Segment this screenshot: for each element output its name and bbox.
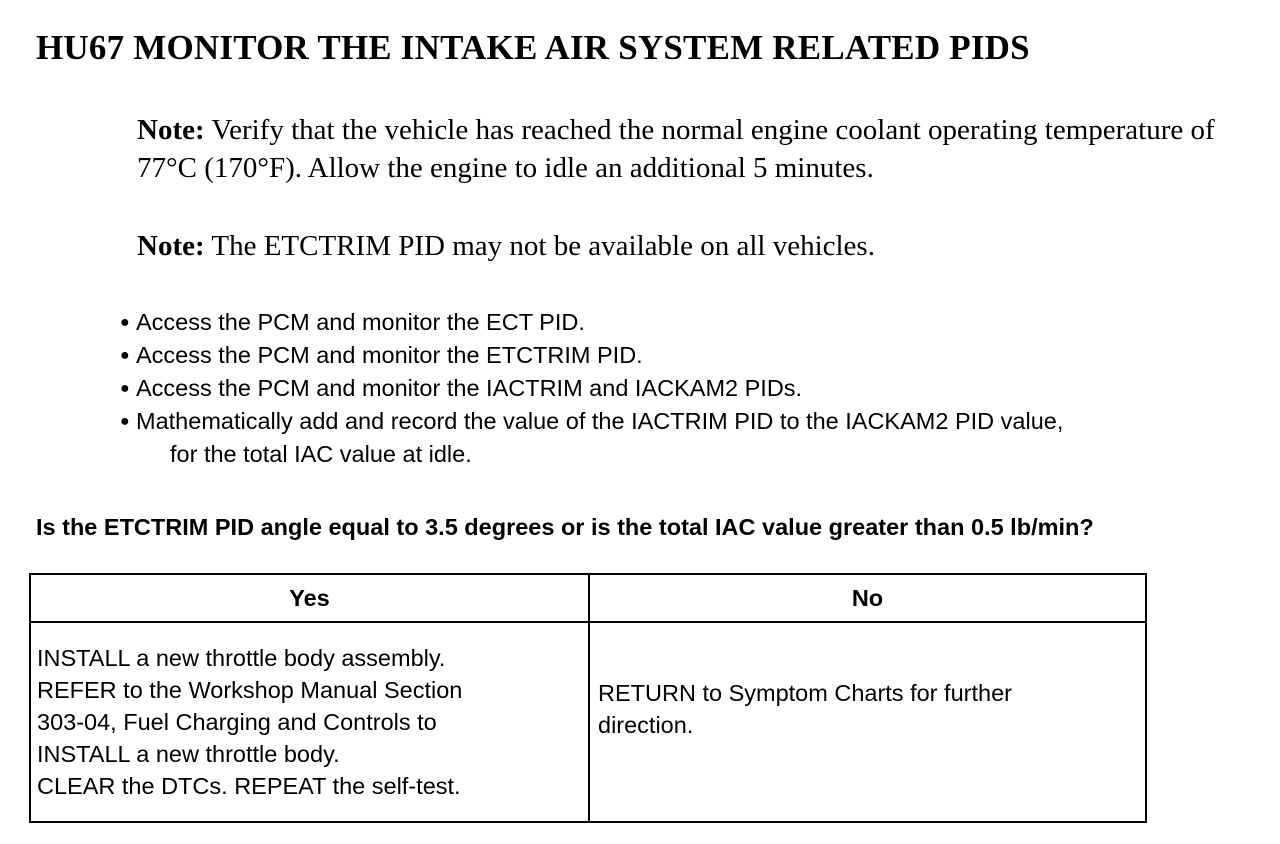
note-text: The ETCTRIM PID may not be available on all vehicles. bbox=[204, 230, 875, 262]
no-action-line: direction. bbox=[598, 712, 694, 738]
list-item bbox=[118, 306, 1268, 339]
procedure-steps-list bbox=[118, 306, 1268, 471]
bullet-icon: ● bbox=[120, 413, 130, 430]
yes-action-line: REFER to the Workshop Manual Section bbox=[37, 677, 463, 703]
no-action-cell bbox=[589, 622, 1146, 822]
note-label: Note: bbox=[137, 230, 205, 262]
page-title: HU67 MONITOR THE INTAKE AIR SYSTEM RELATED PIDS bbox=[36, 28, 1030, 67]
table-header-row bbox=[30, 574, 1146, 622]
table-row bbox=[30, 622, 1146, 822]
list-item bbox=[118, 372, 1268, 405]
yes-column-header: Yes bbox=[30, 574, 589, 622]
step-text: Mathematically add and record the value of the IACTRIM PID to the IACKAM2 PID value, bbox=[136, 408, 1064, 434]
yes-action-line: 303-04, Fuel Charging and Controls to bbox=[37, 709, 437, 735]
note-label: Note: bbox=[137, 114, 205, 146]
note-text: Verify that the vehicle has reached the normal engine coolant operating temperature of 77°C (170°F). Allow the engine to idle an additional 5 minutes. bbox=[137, 114, 1215, 184]
step-text-continuation: for the total IAC value at idle. bbox=[170, 441, 472, 467]
decision-table bbox=[29, 573, 1147, 823]
step-text: Access the PCM and monitor the IACTRIM and IACKAM2 PIDs. bbox=[136, 375, 803, 401]
yes-action-line: INSTALL a new throttle body. bbox=[37, 741, 340, 767]
yes-action-line: CLEAR the DTCs. REPEAT the self-test. bbox=[37, 773, 461, 799]
step-text: Access the PCM and monitor the ETCTRIM PID. bbox=[136, 342, 643, 368]
list-item bbox=[118, 405, 1268, 471]
step-text: Access the PCM and monitor the ECT PID. bbox=[136, 309, 585, 335]
bullet-icon: ● bbox=[120, 314, 130, 331]
yes-action-cell bbox=[30, 622, 589, 822]
bullet-icon: ● bbox=[120, 347, 130, 364]
no-column-header: No bbox=[589, 574, 1146, 622]
list-item bbox=[118, 339, 1268, 372]
no-action-line: RETURN to Symptom Charts for further bbox=[598, 680, 1012, 706]
yes-action-line: INSTALL a new throttle body assembly. bbox=[37, 645, 446, 671]
note-etctrim-availability bbox=[137, 227, 1217, 265]
bullet-icon: ● bbox=[120, 380, 130, 397]
decision-question: Is the ETCTRIM PID angle equal to 3.5 degrees or is the total IAC value greater than 0.5 lb/min? bbox=[36, 514, 1094, 540]
note-coolant-temperature bbox=[137, 111, 1217, 187]
